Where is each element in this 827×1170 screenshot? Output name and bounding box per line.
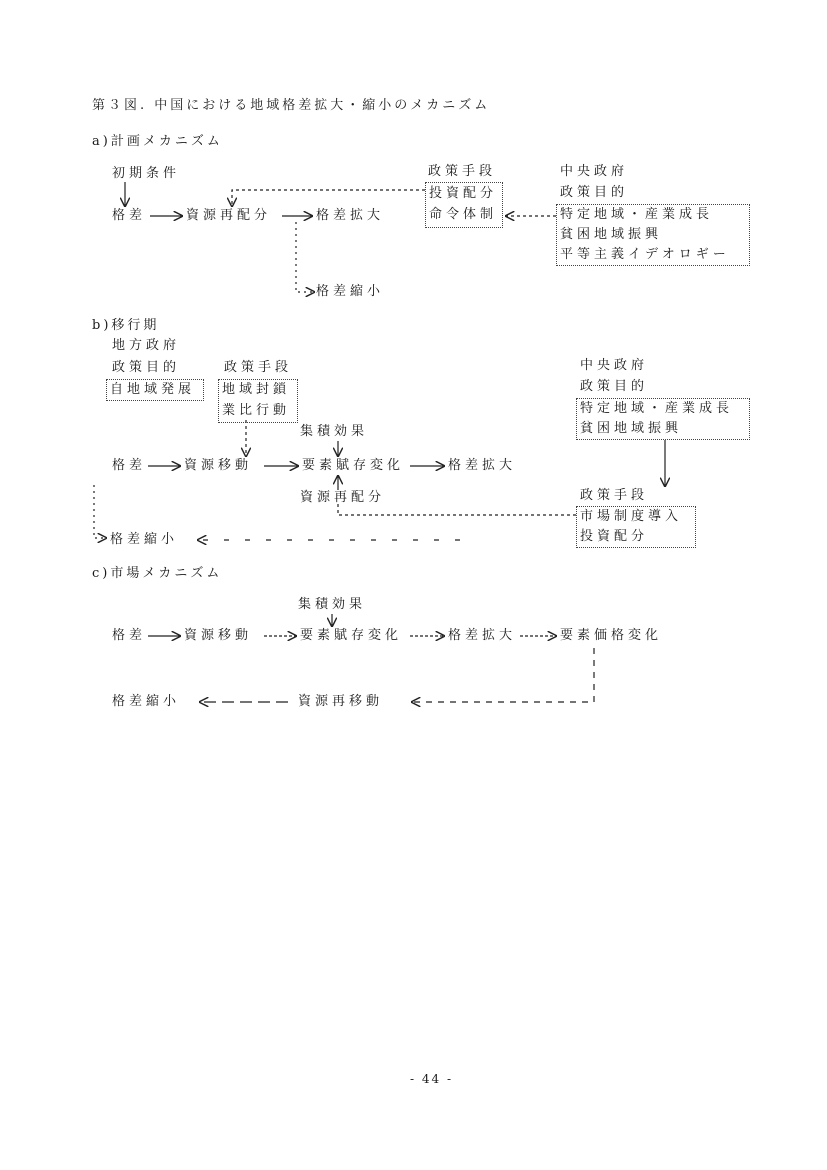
agglomeration-b: 集積効果 [300,424,369,439]
section-a-heading: a)計画メカニズム [92,134,223,149]
gap-a: 格差 [112,208,147,223]
growth-specific-a: 特定地域・産業成長 [560,207,714,222]
redistribution-b: 資源再配分 [300,490,386,505]
policy-objective-local: 政策目的 [112,360,181,375]
arrow-shrink-return-b [94,485,106,538]
shrink-c: 格差縮小 [112,694,181,709]
growth-specific-b: 特定地域・産業成長 [580,401,734,416]
investment-allocation-a: 投資配分 [429,186,498,201]
arrow-price-to-remove [412,648,594,702]
arrow-policy-to-redist [232,190,425,206]
central-objectives-box-a [556,204,750,266]
movement-b: 資源移動 [184,458,253,473]
policy-means-label-local: 政策手段 [224,360,293,375]
poverty-promotion-b: 貧困地域振興 [580,421,683,436]
competitive-behavior: 業比行動 [222,403,291,418]
central-gov-a: 中央政府 [560,164,629,179]
policy-means-label-a: 政策手段 [428,164,497,179]
command-system: 命令体制 [429,207,498,222]
local-means-box [218,379,298,423]
arrow-redist-to-shrink [296,222,314,292]
expand-b: 格差拡大 [448,458,517,473]
movement-c: 資源移動 [184,628,253,643]
shrink-b: 格差縮小 [110,532,179,547]
price-change-c: 要素価格変化 [560,628,663,643]
section-b-heading: b)移行期 [92,318,160,333]
agglomeration-c: 集積効果 [298,597,367,612]
investment-allocation-b: 投資配分 [580,529,649,544]
factor-change-b: 要素賦存変化 [302,458,405,473]
own-region-development: 自地域発展 [110,382,196,397]
expand-a: 格差拡大 [316,208,385,223]
shrink-a: 格差縮小 [316,284,385,299]
policy-objective-b: 政策目的 [580,379,649,394]
page-number: - 44 - [410,1072,454,1086]
local-gov: 地方政府 [112,338,181,353]
expand-c: 格差拡大 [448,628,517,643]
policy-means-box-a [425,182,503,228]
local-objective-box [106,379,204,401]
central-objectives-box-b [576,398,750,440]
central-means-box-b [576,506,696,548]
policy-objective-a: 政策目的 [560,185,629,200]
redistribution-a: 資源再配分 [186,208,272,223]
poverty-promotion-a: 貧困地域振興 [560,227,663,242]
factor-change-c: 要素賦存変化 [300,628,403,643]
market-institution: 市場制度導入 [580,509,683,524]
figure-title: 第３図. 中国における地域格差拡大・縮小のメカニズム [92,98,491,113]
gap-b: 格差 [112,458,147,473]
regional-blockade: 地域封鎖 [222,382,291,397]
section-c-heading: c)市場メカニズム [92,566,223,581]
egalitarian-ideology: 平等主義イデオロギー [560,247,730,262]
central-gov-b: 中央政府 [580,358,649,373]
policy-means-label-b: 政策手段 [580,488,649,503]
gap-c: 格差 [112,628,147,643]
re-movement-c: 資源再移動 [298,694,384,709]
initial-conditions: 初期条件 [112,166,181,181]
